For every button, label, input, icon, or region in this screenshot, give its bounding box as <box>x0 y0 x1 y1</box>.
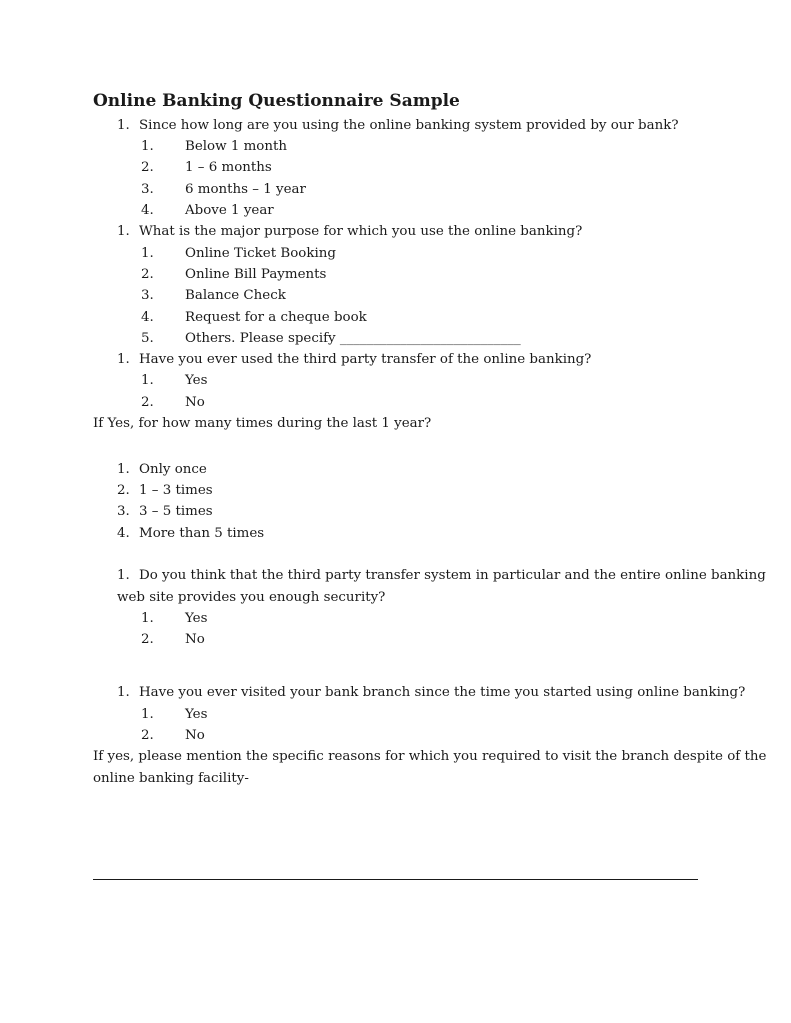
question-text: What is the major purpose for which you use the online banking? <box>139 224 583 239</box>
option-number: 5. <box>141 331 154 346</box>
option-number: 2. <box>141 395 154 410</box>
option-number: 3. <box>141 288 154 303</box>
option-number: 2. <box>141 728 154 743</box>
question-text: Have you ever used the third party transfer of the online banking? <box>139 352 592 367</box>
option-text: No <box>185 632 205 647</box>
option-text: Yes <box>185 707 208 722</box>
option-number: 2. <box>141 160 154 175</box>
option-text-with-blank: Others. Please specify ___________________________ <box>185 331 521 346</box>
option-number: 4. <box>117 526 130 541</box>
option-number: 4. <box>141 203 154 218</box>
option-text: 1 – 3 times <box>139 483 213 498</box>
followup-text: If yes, please mention the specific reasons for which you required to visit the branch despite of the <box>93 749 767 764</box>
question-text: Do you think that the third party transfer system in particular and the entire online banking <box>139 568 766 583</box>
followup-text-continued: online banking facility- <box>93 771 249 786</box>
option-text: Online Ticket Booking <box>185 246 336 261</box>
question-number: 1. <box>117 685 130 700</box>
question-number: 1. <box>117 352 130 367</box>
question-text: Have you ever visited your bank branch since the time you started using online banking? <box>139 685 746 700</box>
question-text-continued: web site provides you enough security? <box>117 590 386 605</box>
option-number: 4. <box>141 310 154 325</box>
option-text: 1 – 6 months <box>185 160 272 175</box>
option-number: 1. <box>141 139 154 154</box>
option-text: More than 5 times <box>139 526 265 541</box>
option-text: Yes <box>185 373 208 388</box>
option-text: 6 months – 1 year <box>185 182 306 197</box>
option-number: 1. <box>141 707 154 722</box>
question-text: Since how long are you using the online banking system provided by our bank? <box>139 118 679 133</box>
option-text: Balance Check <box>185 288 286 303</box>
option-number: 1. <box>141 611 154 626</box>
question-number: 1. <box>117 224 130 239</box>
option-text: No <box>185 728 205 743</box>
option-number: 2. <box>117 483 130 498</box>
option-number: 3. <box>117 504 130 519</box>
option-text: No <box>185 395 205 410</box>
page-title: Online Banking Questionnaire Sample <box>93 91 460 111</box>
option-number: 1. <box>141 373 154 388</box>
answer-line <box>93 879 698 880</box>
option-text: Online Bill Payments <box>185 267 327 282</box>
option-number: 1. <box>117 462 130 477</box>
option-number: 1. <box>141 246 154 261</box>
option-text: Only once <box>139 462 207 477</box>
question-number: 1. <box>117 568 130 583</box>
option-number: 3. <box>141 182 154 197</box>
option-number: 2. <box>141 267 154 282</box>
option-text: Request for a cheque book <box>185 310 367 325</box>
option-text: Yes <box>185 611 208 626</box>
option-text: Below 1 month <box>185 139 287 154</box>
option-text: 3 – 5 times <box>139 504 213 519</box>
option-text: Above 1 year <box>185 203 274 218</box>
followup-text: If Yes, for how many times during the last 1 year? <box>93 416 432 431</box>
option-number: 2. <box>141 632 154 647</box>
question-number: 1. <box>117 118 130 133</box>
